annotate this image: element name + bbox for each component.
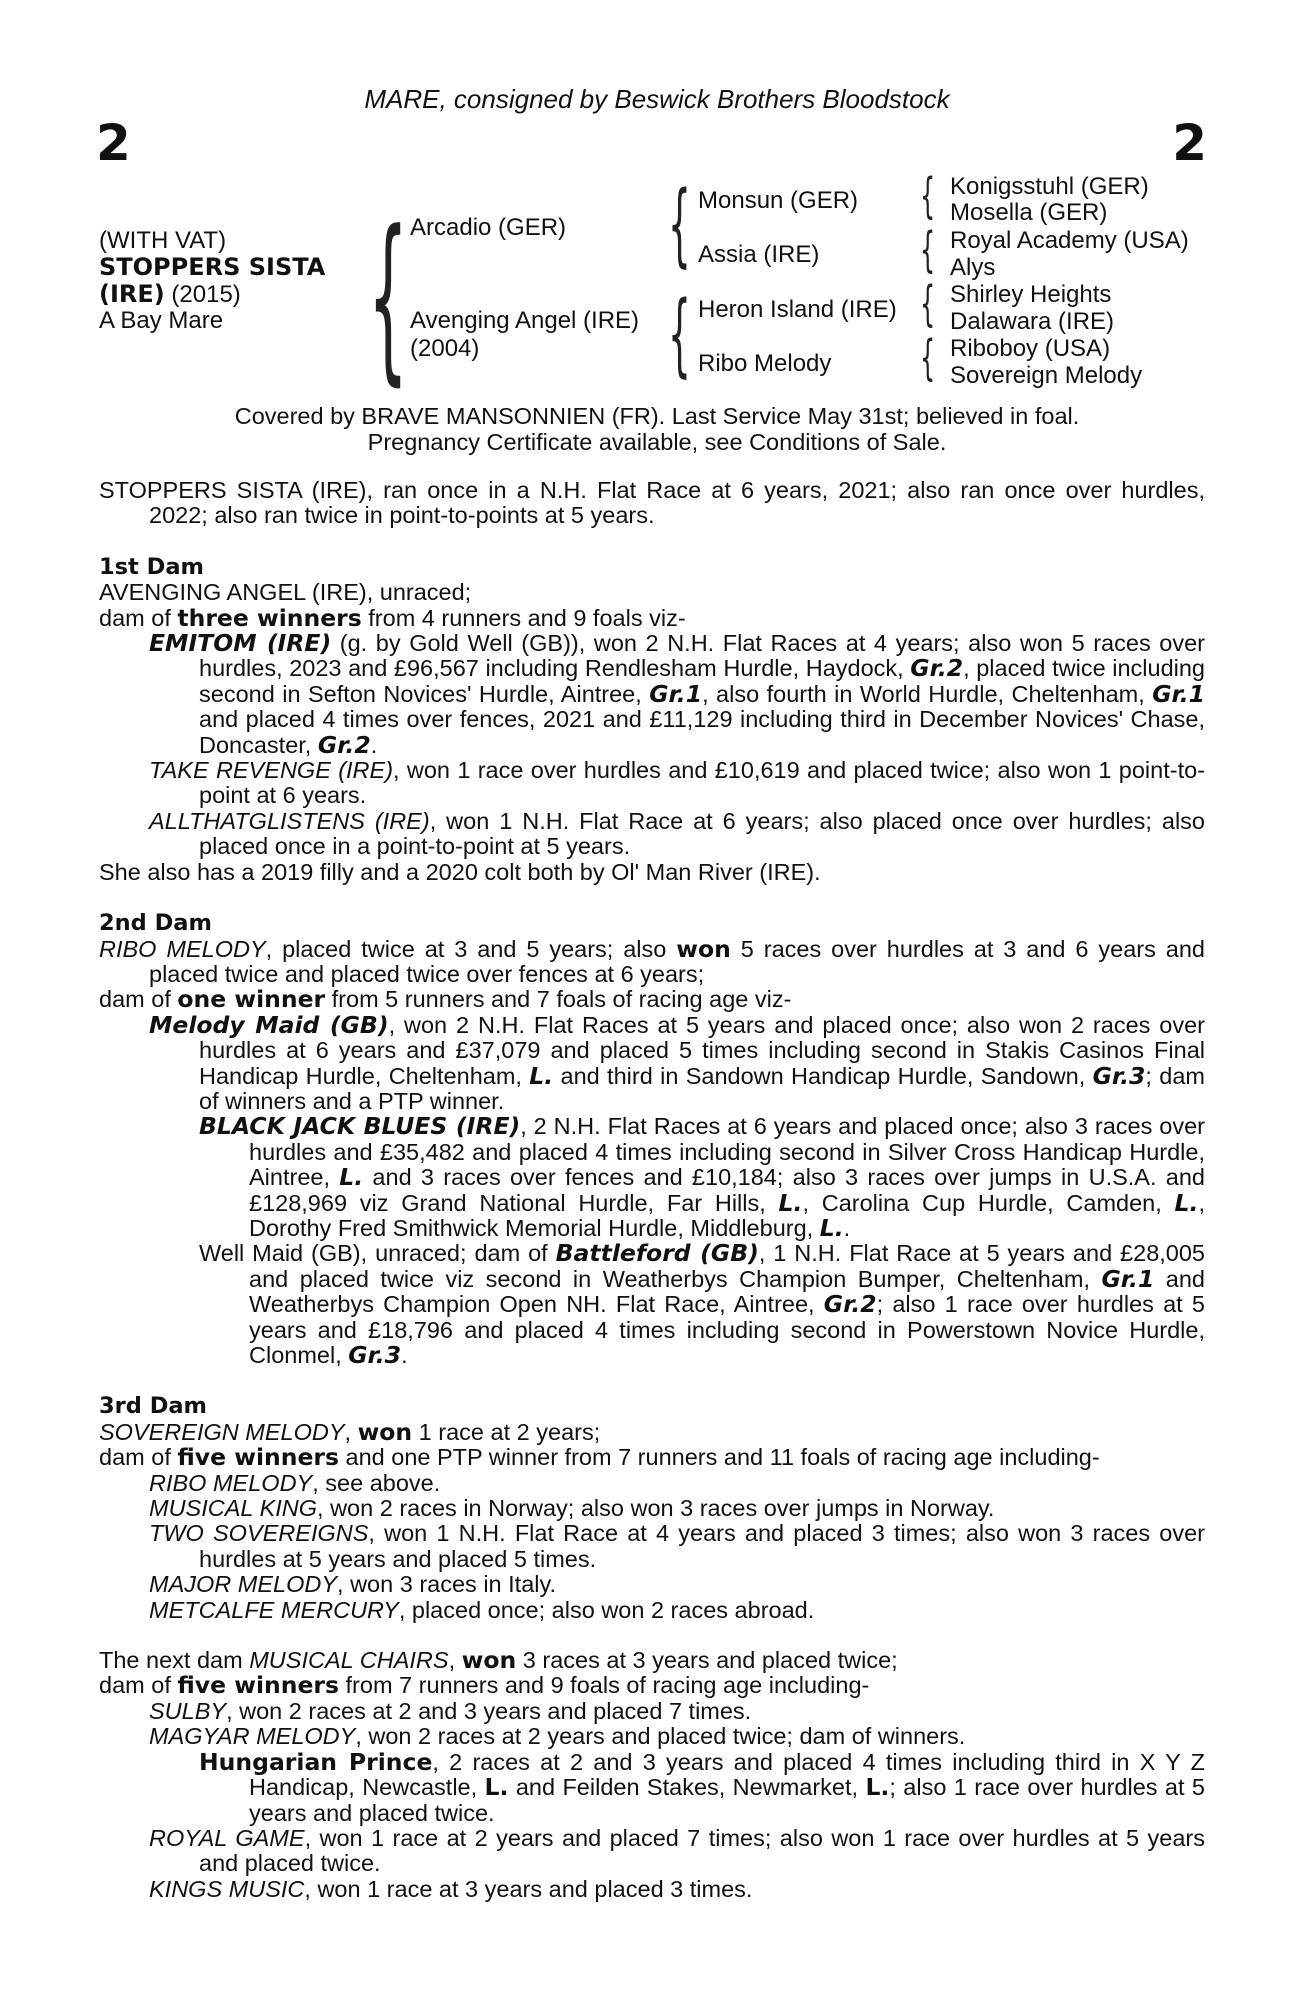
horse-vat: (WITH VAT) bbox=[99, 227, 227, 254]
second-dam-summary: dam of one winner from 5 runners and 7 foals of racing age viz- bbox=[99, 985, 792, 1014]
produce-major-melody: MAJOR MELODY, won 3 races in Italy. bbox=[149, 1571, 557, 1598]
produce-melody-maid: Melody Maid (GB), won 2 N.H. Flat Races at 5 years and placed once; also won 2 races over hurdles at 6 years and £37,079 and placed 5 times including second in Stakis Casinos Final Handicap Hurdle, Cheltenham, L. and third in Sandown Handicap Hurdle, Sandown, Gr.3; dam of winners and a PTP winner. bbox=[149, 1010, 1206, 1114]
second-dam-heading: 2nd Dam bbox=[99, 910, 212, 937]
lot-title: MARE, consigned by Beswick Brothers Bloodstock bbox=[364, 84, 950, 114]
produce-black-jack-blues: BLACK JACK BLUES (IRE), 2 N.H. Flat Races at 6 years and placed once; also 3 races over hurdles and £35,482 and placed 4 times including second in Silver Cross Handicap Hurdle, Aintree, L. and 3 races over fences and £10,184; also 3 races over jumps in U.S.A. and £128,969 viz Grand National Hurdle, Far Hills, L., Carolina Cup Hurdle, Camden, L., Dorothy Fred Smithwick Memorial Hurdle, Middleburg, L.. bbox=[199, 1112, 1205, 1242]
produce-hungarian-prince: Hungarian Prince, 2 races at 2 and 3 years and placed 4 times including third in X Y Z Handicap, Newcastle, L. and Feilden Stakes, Newmarket, L.; also 1 race over hurdles at 5 years and placed twice. bbox=[199, 1747, 1206, 1826]
grand-5: Shirley Heights bbox=[950, 281, 1112, 308]
catalogue-body bbox=[99, 478, 1205, 1902]
horse-block bbox=[99, 228, 325, 334]
dam: Avenging Angel (IRE) bbox=[410, 307, 640, 334]
sire: Arcadio (GER) bbox=[410, 214, 567, 241]
grand-2: Mosella (GER) bbox=[950, 199, 1108, 226]
cover-line-2: Pregnancy Certificate available, see Conditions of Sale. bbox=[367, 429, 947, 455]
brace-g4: { bbox=[920, 330, 936, 386]
produce-take-revenge: TAKE REVENGE (IRE), won 1 race over hurdles and £10,619 and placed twice; also won 1 point-to-point at 6 years. bbox=[149, 757, 1205, 809]
produce-royal-game: ROYAL GAME, won 1 race at 2 years and placed 7 times; also won 1 race over hurdles at 5 years and placed twice. bbox=[149, 1824, 1205, 1877]
first-dam-line: AVENGING ANGEL (IRE), unraced; bbox=[99, 579, 472, 606]
dam-dam: Ribo Melody bbox=[698, 350, 832, 377]
grand-7: Riboboy (USA) bbox=[950, 335, 1111, 362]
produce-ribo-melody: RIBO MELODY, see above. bbox=[149, 1469, 441, 1496]
sire-sire: Monsun (GER) bbox=[698, 187, 859, 214]
third-dam-line: SOVEREIGN MELODY, won 1 race at 2 years; bbox=[99, 1417, 601, 1446]
horse-country: (IRE) bbox=[99, 280, 165, 308]
brace-g3: { bbox=[920, 276, 936, 332]
produce-metcalfe-mercury: METCALFE MERCURY, placed once; also won 2 races abroad. bbox=[149, 1596, 815, 1623]
produce-two-sovereigns: TWO SOVEREIGNS, won 1 N.H. Flat Race at 4 years and placed 3 times; also won 3 races over hurdles at 5 years and placed 5 times. bbox=[149, 1520, 1206, 1572]
brace-g1: { bbox=[920, 168, 936, 224]
next-dam-summary: dam of five winners from 7 runners and 9 foals of racing age including- bbox=[99, 1671, 870, 1700]
produce-well-maid: Well Maid (GB), unraced; dam of Battleford (GB), 1 N.H. Flat Race at 5 years and £28,005 and placed twice viz second in Weatherbys Champion Bumper, Cheltenham, Gr.1 and Weatherbys Champion Open NH. Flat Race, Aintree, Gr.2; also 1 race over hurdles at 5 years and £18,796 and placed 4 times including second in Powerstown Novice Hurdle, Clonmel, Gr.3. bbox=[199, 1239, 1206, 1369]
lot-number-left: 2 bbox=[96, 114, 131, 172]
produce-sulby: SULBY, won 2 races at 2 and 3 years and placed 7 times. bbox=[149, 1697, 752, 1724]
second-dam-line: RIBO MELODY, placed twice at 3 and 5 years; also won 5 races over hurdles at 3 and 6 years and placed twice and placed twice over fences at 6 years; bbox=[99, 934, 1205, 987]
dam-year: (2004) bbox=[410, 335, 480, 362]
produce-allthatglistens: ALLTHATGLISTENS (IRE), won 1 N.H. Flat Race at 6 years; also placed once over hurdles; also placed once in a point-to-point at 5 years. bbox=[149, 807, 1206, 860]
next-dam-line: The next dam MUSICAL CHAIRS, won 3 races at 3 years and placed twice; bbox=[99, 1646, 898, 1675]
brace-sire: { bbox=[668, 172, 691, 277]
brace-g2: { bbox=[920, 222, 936, 278]
produce-emitom: EMITOM (IRE) (g. by Gold Well (GB)), won 2 N.H. Flat Races at 4 years; also won 5 races over hurdles, 2023 and £96,567 including Rendlesham Hurdle, Haydock, Gr.2, placed twice including second in Sefton Novices' Hurdle, Aintree, Gr.1, also fourth in World Hurdle, Cheltenham, Gr.1 and placed 4 times over fences, 2021 and £11,129 including third in December Novices' Chase, Doncaster, Gr.2. bbox=[149, 629, 1206, 759]
grand-6: Dalawara (IRE) bbox=[950, 308, 1115, 335]
produce-musical-king: MUSICAL KING, won 2 races in Norway; also won 3 races over jumps in Norway. bbox=[149, 1495, 995, 1522]
cover-line-1: Covered by BRAVE MANSONNIEN (FR). Last Service May 31st; believed in foal. bbox=[234, 403, 1080, 429]
grand-8: Sovereign Melody bbox=[950, 362, 1143, 389]
produce-magyar-melody: MAGYAR MELODY, won 2 races at 2 years and placed twice; dam of winners. bbox=[149, 1723, 966, 1750]
third-dam-summary: dam of five winners and one PTP winner from 7 runners and 11 foals of racing age including- bbox=[99, 1443, 1100, 1472]
dam-sire: Heron Island (IRE) bbox=[698, 296, 897, 323]
first-dam-summary: dam of three winners from 4 runners and 9 foals viz- bbox=[99, 603, 686, 632]
cover-note bbox=[0, 403, 1314, 455]
brace-gen1: { bbox=[368, 193, 409, 402]
intro-paragraph: STOPPERS SISTA (IRE), ran once in a N.H. Flat Race at 6 years, 2021; also ran once over hurdles, 2022; also ran twice in point-to-points at 5 years. bbox=[99, 477, 1205, 529]
grand-1: Konigsstuhl (GER) bbox=[950, 173, 1149, 200]
lot-number-right: 2 bbox=[1172, 114, 1207, 172]
third-dam-heading: 3rd Dam bbox=[99, 1393, 207, 1420]
horse-description: A Bay Mare bbox=[99, 307, 224, 334]
first-dam-heading: 1st Dam bbox=[99, 553, 204, 580]
horse-year: (2015) bbox=[171, 281, 241, 308]
grand-4: Alys bbox=[950, 254, 996, 281]
produce-kings-music: KINGS MUSIC, won 1 race at 3 years and placed 3 times. bbox=[149, 1875, 753, 1902]
sire-dam: Assia (IRE) bbox=[698, 241, 820, 268]
grand-3: Royal Academy (USA) bbox=[950, 227, 1189, 254]
horse-name: STOPPERS SISTA bbox=[99, 253, 326, 281]
brace-dam: { bbox=[668, 282, 691, 387]
first-dam-foals: She also has a 2019 filly and a 2020 colt both by Ol' Man River (IRE). bbox=[99, 858, 821, 885]
